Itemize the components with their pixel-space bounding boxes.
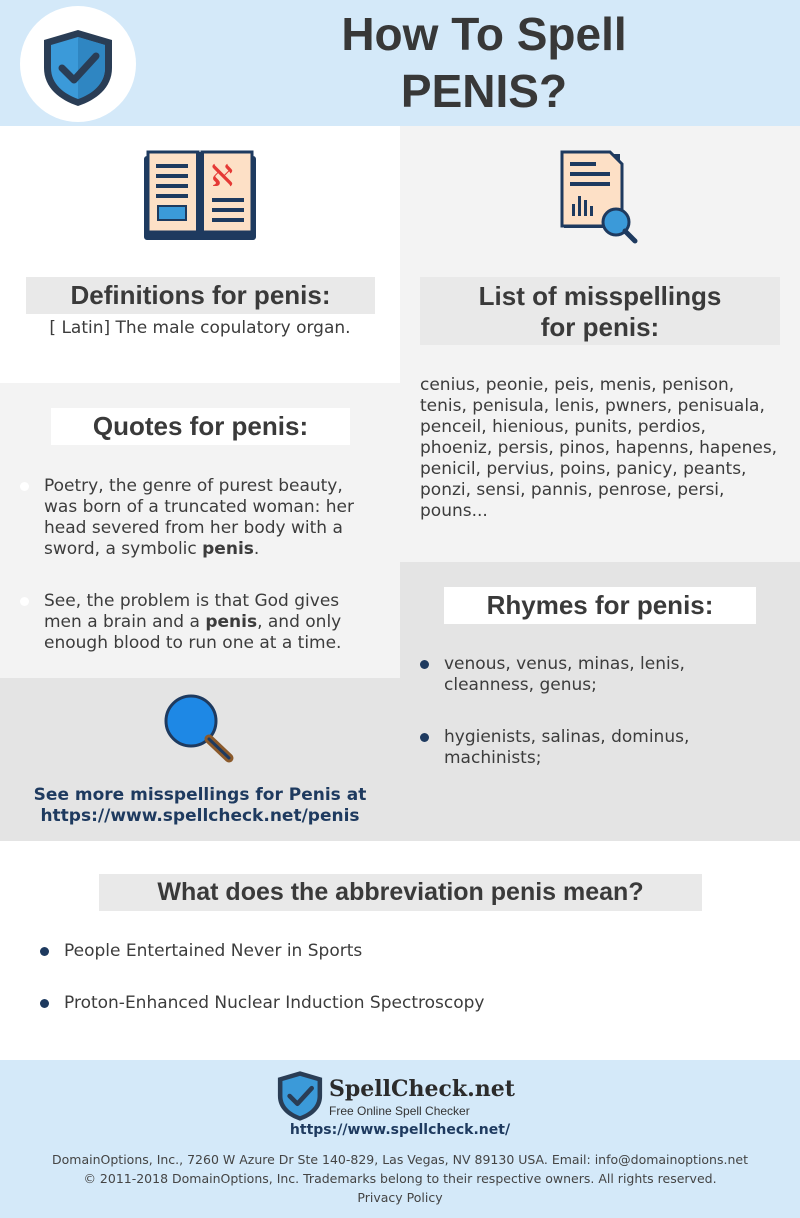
shield-check-icon: [275, 1070, 325, 1122]
rhyme-text: hygienists, salinas, dominus, machinists;: [444, 727, 690, 768]
abbreviation-text: People Entertained Never in Sports: [64, 941, 363, 961]
bullet-icon: [420, 660, 429, 669]
quote-item: [20, 591, 380, 654]
page-title-line2: PENIS?: [400, 65, 568, 117]
logo-badge[interactable]: [20, 6, 136, 122]
misspellings-text: cenius, peonie, peis, menis, penison, tenis, penisula, lenis, pwners, penisuala, penceil, hienious, punits, perdios, phoeniz, persis, pinos, hapenns, hapenes, penicil, pervius, poins, panicy, peants, ponzi, sensi, pannis, penrose, persi, pouns...: [420, 375, 778, 521]
document-search-icon: [560, 150, 640, 244]
quote-keyword: penis: [205, 612, 258, 632]
definition-text: [ Latin] The male copulatory organ.: [49, 318, 351, 338]
rhymes-list: [420, 654, 780, 769]
misspellings-heading-line2: for penis:: [540, 312, 660, 342]
rhymes-heading: Rhymes for penis:: [444, 587, 756, 624]
rhyme-text: venous, venus, minas, lenis, cleanness, genus;: [444, 654, 685, 695]
abbreviation-heading: What does the abbreviation penis mean?: [99, 874, 702, 911]
misspellings-section: [400, 126, 800, 562]
footer-url-link[interactable]: https://www.spellcheck.net/: [289, 1122, 511, 1138]
abbreviation-section: [0, 841, 800, 1060]
open-book-icon: [142, 150, 258, 244]
privacy-policy-link[interactable]: Privacy Policy: [357, 1190, 443, 1205]
misspellings-heading-line1: List of misspellings: [478, 281, 722, 311]
definitions-heading: Definitions for penis:: [26, 277, 375, 314]
bullet-icon: [20, 597, 29, 606]
quote-text-end: .: [253, 539, 260, 559]
quote-keyword: penis: [202, 539, 254, 559]
quote-text: See, the problem is that God gives men a brain and a: [44, 591, 340, 632]
abbreviation-item: [40, 993, 760, 1014]
footer-tagline: Free Online Spell Checker: [329, 1104, 470, 1118]
see-more-url[interactable]: https://www.spellcheck.net/penis: [40, 806, 360, 826]
bullet-icon: [40, 999, 49, 1008]
see-more-link[interactable]: [0, 785, 400, 827]
abbreviation-text: Proton-Enhanced Nuclear Induction Spectroscopy: [64, 993, 485, 1013]
quote-item: [20, 476, 380, 560]
quotes-heading: Quotes for penis:: [51, 408, 350, 445]
bullet-icon: [20, 482, 29, 491]
abbreviation-list: [40, 941, 760, 1014]
footer-copyright: © 2011-2018 DomainOptions, Inc. Trademarks belong to their respective owners. All rights reserved.: [83, 1171, 717, 1186]
footer-brand-name[interactable]: SpellCheck.net: [329, 1076, 515, 1102]
rhyme-item: [420, 727, 780, 769]
page-title-line1: How To Spell: [341, 8, 627, 60]
abbreviation-item: [40, 941, 760, 962]
quote-text-end: , and only enough blood to run one at a time.: [44, 612, 342, 653]
misspellings-heading: [420, 277, 780, 345]
magnifier-icon: [163, 693, 237, 765]
see-more-line1: See more misspellings for Penis at: [33, 785, 367, 805]
rhymes-section: [400, 562, 800, 841]
bullet-icon: [40, 947, 49, 956]
rhyme-item: [420, 654, 780, 696]
quotes-list: [20, 476, 380, 654]
shield-check-icon: [40, 28, 116, 108]
svg-text:ℵ: ℵ: [210, 159, 234, 194]
page-title: [286, 6, 682, 120]
page-footer: [0, 1060, 800, 1218]
page-header: [0, 0, 800, 126]
quote-text: Poetry, the genre of purest beauty, was born of a truncated woman: her head severed from her body with a sword, a symbolic: [44, 476, 354, 559]
definitions-section: [0, 126, 400, 383]
quotes-section: [0, 383, 400, 678]
see-more-section: [0, 678, 400, 841]
bullet-icon: [420, 733, 429, 742]
footer-address: DomainOptions, Inc., 7260 W Azure Dr Ste 140-829, Las Vegas, NV 89130 USA. Email: info@domainoptions.net: [52, 1152, 748, 1167]
